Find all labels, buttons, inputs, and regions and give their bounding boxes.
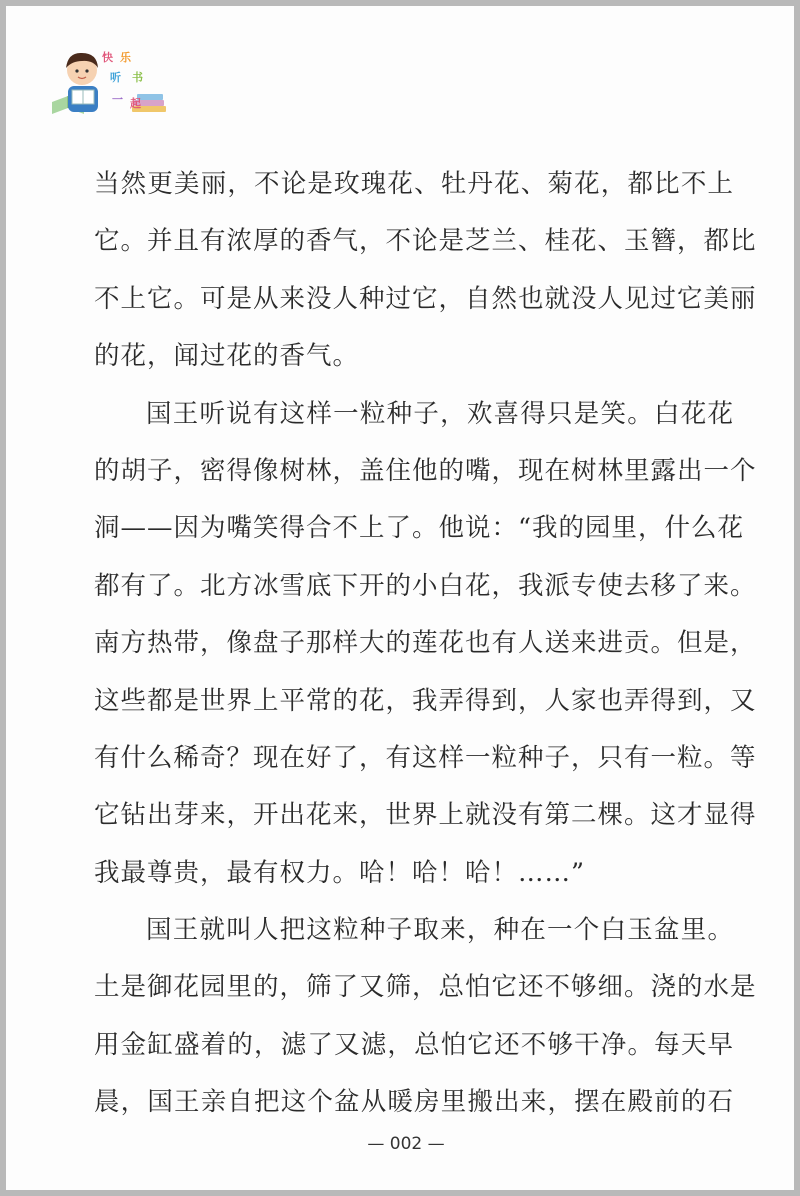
text-line: 我最尊贵，最有权力。哈！哈！哈！……” bbox=[94, 857, 586, 888]
text-line: 晨，国王亲自把这个盆从暖房里搬出来，摆在殿前的石 bbox=[94, 1087, 734, 1118]
text-line: 土是御花园里的，筛了又筛，总怕它还不够细。浇的水是 bbox=[94, 972, 757, 1003]
paragraph bbox=[94, 902, 757, 1132]
logo-char: 乐 bbox=[120, 51, 131, 64]
text-line: 的胡子，密得像树林，盖住他的嘴，现在树林里露出一个 bbox=[94, 455, 757, 486]
text-line: 国王听说有这样一粒种子，欢喜得只是笑。白花花 bbox=[146, 398, 734, 429]
page-number: — 002 — bbox=[367, 1134, 445, 1154]
text-line: 不上它。可是从来没人种过它，自然也就没人见过它美丽 bbox=[94, 283, 757, 314]
text-line: 国王就叫人把这粒种子取来，种在一个白玉盆里。 bbox=[146, 915, 734, 946]
logo-char: 书 bbox=[132, 71, 143, 84]
text-line: 有什么稀奇？现在好了，有这样一粒种子，只有一粒。等 bbox=[94, 742, 757, 773]
text-line: 用金缸盛着的，滤了又滤，总怕它还不够干净。每天早 bbox=[94, 1029, 734, 1060]
paragraph bbox=[94, 156, 757, 386]
logo-char: 快 bbox=[102, 51, 113, 64]
text-line: 这些都是世界上平常的花，我弄得到，人家也弄得到，又 bbox=[94, 685, 757, 716]
text-line: 当然更美丽，不论是玫瑰花、牡丹花、菊花，都比不上 bbox=[94, 169, 734, 199]
text-line: 南方热带，像盘子那样大的莲花也有人送来进贡。但是， bbox=[94, 628, 757, 659]
logo-char: 一 bbox=[112, 93, 123, 106]
text-line: 都有了。北方冰雪底下开的小白花，我派专使去移了来。 bbox=[94, 570, 757, 601]
text-line: 它。并且有浓厚的香气，不论是芝兰、桂花、玉簪，都比 bbox=[94, 226, 757, 257]
text-line: 的花，闻过花的香气。 bbox=[94, 341, 360, 372]
logo-char: 听 bbox=[110, 71, 121, 84]
text-line: 洞——因为嘴笑得合不上了。他说：“我的园里，什么花 bbox=[94, 513, 745, 544]
paragraph bbox=[94, 386, 757, 903]
text-line: 它钻出芽来，开出花来，世界上就没有第二棵。这才显得 bbox=[94, 800, 757, 831]
logo-char: 起 bbox=[130, 97, 141, 110]
book-logo bbox=[46, 42, 176, 124]
body-text bbox=[94, 156, 757, 1132]
